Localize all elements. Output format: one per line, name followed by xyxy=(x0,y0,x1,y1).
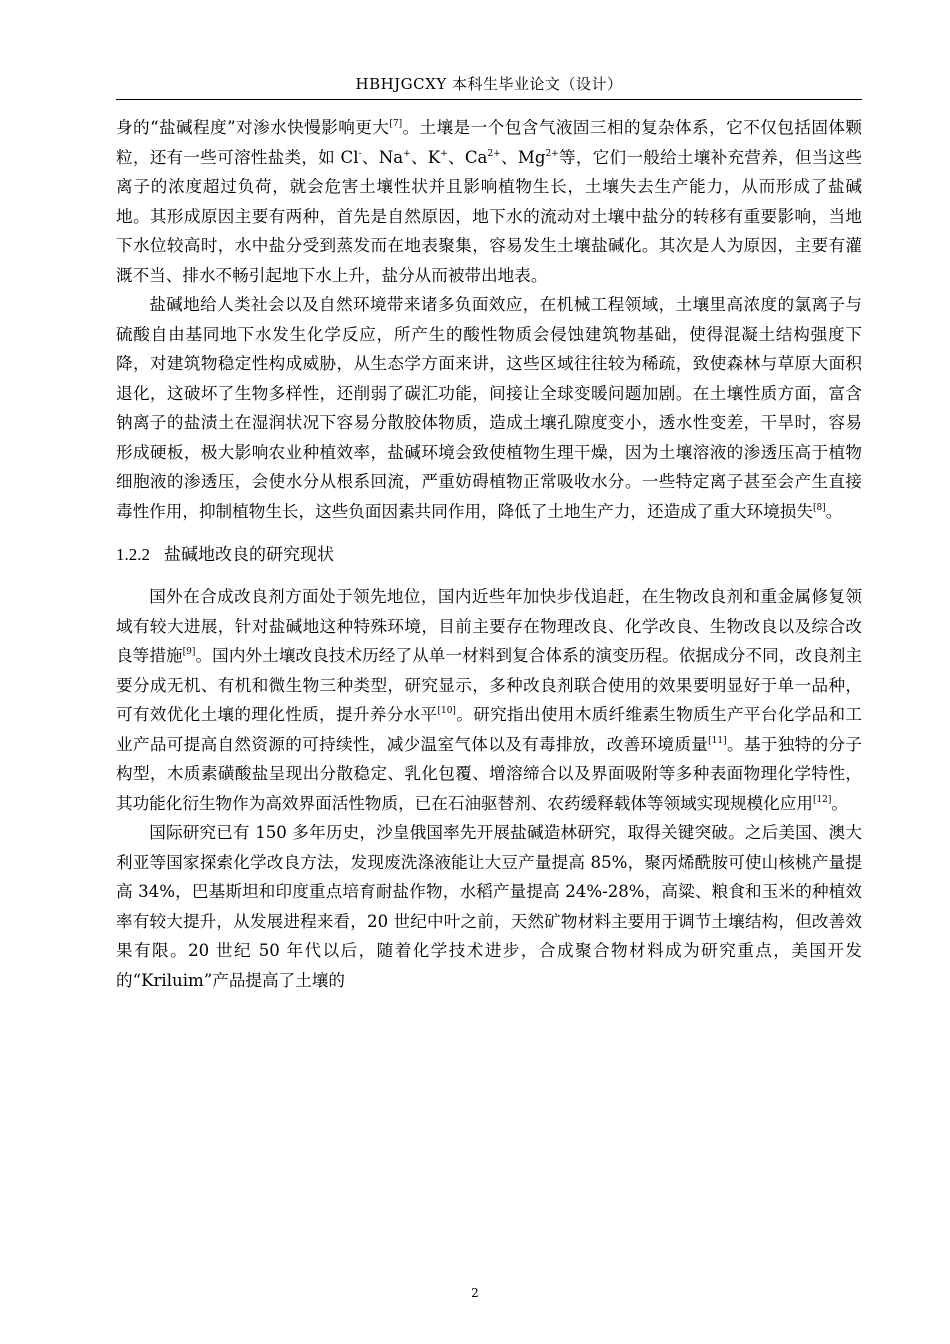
section-title: 盐碱地改良的研究现状 xyxy=(164,545,334,565)
text-run: 。国内外土壤改良技术历经了从单一材料到复合体系的演变历程。依据成分不同，改良剂主要分成无机、有机和微生物三种类型，研究显示，多种改良剂联合使用的效果要明显好于单一品种，可有效优化土壤的理化性质，提升养分水平 xyxy=(116,646,863,724)
paragraph-group-2 xyxy=(116,582,862,995)
text-run: 。 xyxy=(825,501,843,521)
text-run: 。研究指出使用木质纤维素生物质生产平台化学品和工业产品可提高自然资源的可持续性，减少温室气体以及有毒排放，改善环境质量 xyxy=(116,705,863,754)
paragraph-group-1 xyxy=(116,113,862,526)
text-run: 。土壤是一个包含气液固三相的复杂体系，它不仅包括固体颗粒，还有一些可溶性盐类，如 Cl xyxy=(116,118,863,167)
text-run: 。 xyxy=(831,793,849,813)
text-run: 。基于独特的分子构型，木质素磺酸盐呈现出分散稳定、乳化包覆、增溶缔合以及界面吸附等多种表面物理化学特性，其功能化衍生物作为高效界面活性物质，已在石油驱替剂、农药缓释载体等领域实现规模化应用 xyxy=(116,734,863,813)
superscript: - xyxy=(358,148,362,159)
superscript: [10] xyxy=(437,706,456,716)
superscript: [12] xyxy=(812,794,832,805)
text-run: 、Na xyxy=(361,147,404,167)
section-number: 1.2.2 xyxy=(116,545,150,564)
superscript: + xyxy=(440,148,448,159)
page-number: 2 xyxy=(471,1286,479,1300)
superscript: [7] xyxy=(389,119,403,129)
text-run: 、Mg xyxy=(500,147,546,167)
body-text xyxy=(116,113,862,995)
text-run: 、Ca xyxy=(447,147,488,167)
superscript: [8] xyxy=(812,502,826,513)
text-run: 盐碱地给人类社会以及自然环境带来诸多负面效应，在机械工程领域，土壤里高浓度的氯离子与硫酸自由基同地下水发生化学反应，所产生的酸性物质会侵蚀建筑物基础，使得混凝土结构强度下降，对建筑物稳定性构成威胁，从生态学方面来讲，这些区域往往较为稀疏，致使森林与草原大面积退化，这破坏了生物多样性，还削弱了碳汇功能，间接让全球变暖问题加剧。在土壤性质方面，富含钠离子的盐渍土在湿润状况下容易分散胶体物质，造成土壤孔隙度变小，透水性变差，干旱时，容易形成硬板，极大影响农业种植效率，盐碱环境会致使植物生理干燥，因为土壤溶液的渗透压高于植物细胞液的渗透压，会使水分从根系回流，严重妨碍植物正常吸收水分。一些特定离子甚至会产生直接毒性作用，抑制植物生长，这些负面因素共同作用，降低了土地生产力，还造成了重大环境损失 xyxy=(116,295,862,521)
superscript: 2+ xyxy=(545,148,559,159)
text-run: 等，它们一般给土壤补充营养，但当这些离子的浓度超过负荷，就会危害土壤性状并且影响植物生长，土壤失去生产能力，从而形成了盐碱地。其形成原因主要有两种，首先是自然原因，地下水的流动对土壤中盐分的转移有重要影响，当地下水位较高时，水中盐分受到蒸发而在地表聚集，容易发生土壤盐碱化。其次是人为原因，主要有灌溉不当、排水不畅引起地下水上升，盐分从而被带出地表。 xyxy=(116,147,862,285)
superscript: 2+ xyxy=(487,148,501,159)
superscript: [9] xyxy=(182,647,196,657)
paragraph xyxy=(116,113,862,290)
paragraph xyxy=(116,582,862,818)
text-run: 、K xyxy=(410,147,441,167)
text-run: 身的“盐碱程度”对渗水快慢影响更大 xyxy=(116,118,390,137)
text-run: 国际研究已有 150 多年历史，沙皇俄国率先开展盐碱造林研究，取得关键突破。之后美国、澳大利亚等国家探索化学改良方法，发现废洗涤液能让大豆产量提高 85%，聚丙烯酰胺可使山核桃产量提高 34%，巴基斯坦和印度重点培育耐盐作物，水稻产量提高 24%-28%，高粱、粮食和玉米的种植效率有较大提升，从发展进程来看，20 世纪中叶之前，天然矿物材料主要用于调节土壤结构，但改善效果有限。20 世纪 50 年代以后，随着化学技术进步，合成聚合物材料成为研究重点，美国开发的“Kriluim”产品提高了土壤的 xyxy=(116,823,862,990)
text-run: 国外在合成改良剂方面处于领先地位，国内近些年加快步伐追赶，在生物改良剂和重金属修复领域有较大进展，针对盐碱地这种特殊环境，目前主要存在物理改良、化学改良、生物改良以及综合改良等措施 xyxy=(116,587,862,665)
running-header: HBHJGCXY 本科生毕业论文（设计） xyxy=(355,75,623,93)
paragraph xyxy=(116,818,862,995)
header-rule xyxy=(116,99,862,100)
superscript: + xyxy=(403,148,411,159)
paragraph xyxy=(116,290,862,526)
superscript: [11] xyxy=(708,735,727,746)
section-heading xyxy=(116,540,862,570)
